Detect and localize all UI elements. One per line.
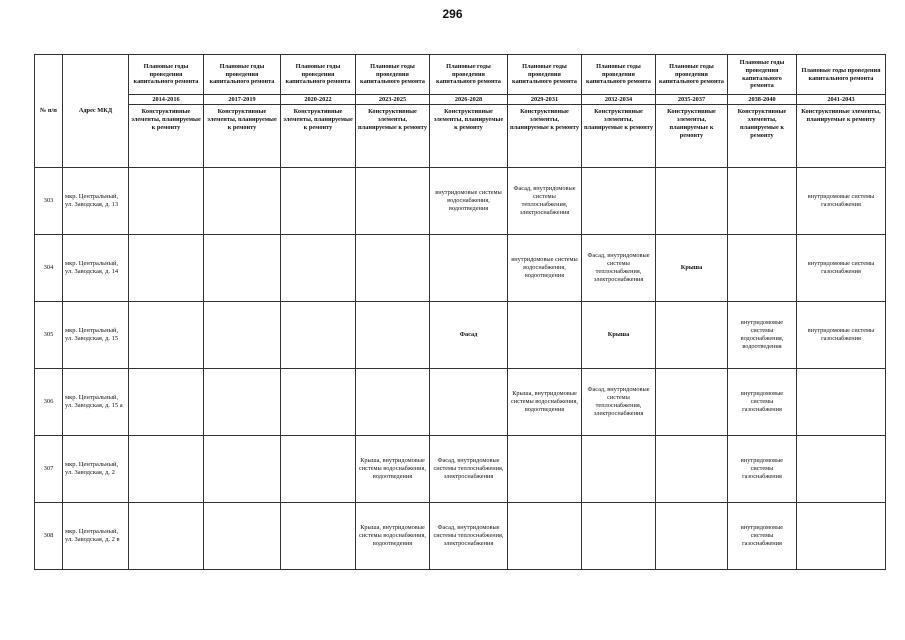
period-years: 2020-2022 bbox=[281, 95, 356, 105]
period-subtitle: Конструктивные элементы, планируемые к ремонту bbox=[430, 105, 508, 168]
period-years: 2017-2019 bbox=[204, 95, 281, 105]
repair-cell bbox=[797, 369, 886, 436]
period-years: 2029-2031 bbox=[508, 95, 582, 105]
repair-cell: Фасад, внутридомовые системы теплоснабжения, электроснабжения bbox=[582, 369, 656, 436]
repair-cell: внутридомовые системы газоснабжения bbox=[728, 503, 797, 570]
repair-cell: Крыша, внутридомовые системы водоснабжения, водоотведения bbox=[508, 369, 582, 436]
row-address: мкр. Центральный, ул. Заводская, д. 2 в bbox=[63, 503, 129, 570]
period-subtitle: Конструктивные элементы, планируемые к ремонту bbox=[582, 105, 656, 168]
repair-cell: Фасад, внутридомовые системы теплоснабжения, электроснабжения bbox=[582, 235, 656, 302]
repair-cell bbox=[129, 235, 204, 302]
header-num: № п/п bbox=[35, 55, 63, 168]
repair-cell bbox=[508, 302, 582, 369]
repair-cell bbox=[129, 369, 204, 436]
period-subtitle: Конструктивные элементы, планируемые к ремонту bbox=[129, 105, 204, 168]
repair-cell bbox=[356, 235, 430, 302]
period-years: 2041-2043 bbox=[797, 95, 886, 105]
repair-cell bbox=[204, 503, 281, 570]
row-number: 304 bbox=[35, 235, 63, 302]
repair-cell bbox=[356, 168, 430, 235]
period-title: Плановые годы проведения капитального ремонта bbox=[582, 55, 656, 95]
repair-cell: внутридомовые системы водоснабжения, водоотведения bbox=[430, 168, 508, 235]
period-subtitle: Конструктивные элементы, планируемые к ремонту bbox=[656, 105, 728, 168]
repair-cell bbox=[281, 436, 356, 503]
repair-cell bbox=[281, 302, 356, 369]
repair-cell bbox=[129, 503, 204, 570]
repair-cell: внутридомовые системы водоснабжения, водоотведения bbox=[508, 235, 582, 302]
repair-cell bbox=[430, 369, 508, 436]
period-title: Плановые годы проведения капитального ремонта bbox=[204, 55, 281, 95]
repair-cell bbox=[797, 436, 886, 503]
repair-cell: Крыша bbox=[582, 302, 656, 369]
repair-cell bbox=[281, 369, 356, 436]
period-years: 2014-2016 bbox=[129, 95, 204, 105]
repair-cell: Крыша, внутридомовые системы водоснабжения, водоотведения bbox=[356, 436, 430, 503]
period-title: Плановые годы проведения капитального ремонта bbox=[281, 55, 356, 95]
period-years: 2038-2040 bbox=[728, 95, 797, 105]
period-title: Плановые годы проведения капитального ремонта bbox=[797, 55, 886, 95]
repair-cell: Крыша, внутридомовые системы водоснабжения, водоотведения bbox=[356, 503, 430, 570]
repair-cell bbox=[430, 235, 508, 302]
period-subtitle: Конструктивные элементы, планируемые к ремонту bbox=[356, 105, 430, 168]
period-title: Плановые годы проведения капитального ремонта bbox=[430, 55, 508, 95]
repair-cell bbox=[582, 436, 656, 503]
table-row bbox=[35, 302, 886, 369]
repair-cell bbox=[204, 436, 281, 503]
repair-cell bbox=[129, 168, 204, 235]
repair-cell: внутридомовые системы газоснабжения bbox=[797, 302, 886, 369]
repair-cell: Фасад, внутридомовые системы теплоснабжения, электроснабжения bbox=[430, 436, 508, 503]
repair-cell bbox=[129, 436, 204, 503]
repair-cell: Фасад, внутридомовые системы теплоснабжения, электроснабжения bbox=[508, 168, 582, 235]
period-subtitle: Конструктивные элементы, планируемые к ремонту bbox=[204, 105, 281, 168]
table-row bbox=[35, 436, 886, 503]
repair-cell bbox=[204, 369, 281, 436]
page-number: 296 bbox=[442, 7, 463, 21]
period-title: Плановые годы проведения капитального ремонта bbox=[129, 55, 204, 95]
period-subtitle: Конструктивные элементы, планируемые к ремонту bbox=[797, 105, 886, 168]
repair-cell: внутридомовые системы газоснабжения bbox=[728, 436, 797, 503]
period-title: Плановые годы проведения капитального ремонта bbox=[728, 55, 797, 95]
repair-cell bbox=[797, 503, 886, 570]
header-address: Адрес МКД bbox=[63, 55, 129, 168]
row-address: мкр. Центральный, ул. Заводская, д. 2 bbox=[63, 436, 129, 503]
repair-cell bbox=[656, 436, 728, 503]
repair-cell bbox=[356, 369, 430, 436]
row-number: 308 bbox=[35, 503, 63, 570]
period-subtitle: Конструктивные элементы, планируемые к ремонту bbox=[281, 105, 356, 168]
repair-cell: Крыша bbox=[656, 235, 728, 302]
row-number: 306 bbox=[35, 369, 63, 436]
repair-cell bbox=[582, 503, 656, 570]
repair-cell bbox=[281, 168, 356, 235]
repair-cell bbox=[582, 168, 656, 235]
repair-cell bbox=[204, 302, 281, 369]
repair-cell bbox=[656, 302, 728, 369]
repair-cell bbox=[281, 235, 356, 302]
repair-cell bbox=[508, 503, 582, 570]
repair-cell bbox=[129, 302, 204, 369]
repair-cell bbox=[356, 302, 430, 369]
repair-cell bbox=[656, 369, 728, 436]
repair-cell bbox=[281, 503, 356, 570]
repair-cell bbox=[728, 168, 797, 235]
repair-cell bbox=[728, 235, 797, 302]
repair-cell: внутридомовые системы газоснабжения bbox=[728, 369, 797, 436]
table-row bbox=[35, 369, 886, 436]
repair-schedule-table bbox=[34, 54, 886, 570]
row-address: мкр. Центральный, ул. Заводская, д. 14 bbox=[63, 235, 129, 302]
row-number: 305 bbox=[35, 302, 63, 369]
table-row bbox=[35, 168, 886, 235]
table-row bbox=[35, 235, 886, 302]
row-number: 307 bbox=[35, 436, 63, 503]
repair-cell bbox=[656, 168, 728, 235]
period-subtitle: Конструктивные элементы, планируемые к ремонту bbox=[728, 105, 797, 168]
period-title: Плановые годы проведения капитального ремонта bbox=[356, 55, 430, 95]
repair-cell bbox=[204, 168, 281, 235]
repair-cell bbox=[656, 503, 728, 570]
period-years: 2026-2028 bbox=[430, 95, 508, 105]
period-title: Плановые годы проведения капитального ремонта bbox=[508, 55, 582, 95]
repair-cell bbox=[204, 235, 281, 302]
period-subtitle: Конструктивные элементы, планируемые к ремонту bbox=[508, 105, 582, 168]
repair-cell: внутридомовые системы газоснабжения bbox=[797, 168, 886, 235]
repair-cell: Фасад bbox=[430, 302, 508, 369]
table-row bbox=[35, 503, 886, 570]
repair-cell: внутридомовые системы водоснабжения, водоотведения bbox=[728, 302, 797, 369]
repair-cell bbox=[508, 436, 582, 503]
row-address: мкр. Центральный, ул. Заводская, д. 15 а bbox=[63, 369, 129, 436]
period-title: Плановые годы проведения капитального ремонта bbox=[656, 55, 728, 95]
row-address: мкр. Центральный, ул. Заводская, д. 15 bbox=[63, 302, 129, 369]
repair-cell: внутридомовые системы газоснабжения bbox=[797, 235, 886, 302]
period-years: 2023-2025 bbox=[356, 95, 430, 105]
row-number: 303 bbox=[35, 168, 63, 235]
period-years: 2035-2037 bbox=[656, 95, 728, 105]
repair-cell: Фасад, внутридомовые системы теплоснабжения, электроснабжения bbox=[430, 503, 508, 570]
row-address: мкр. Центральный, ул. Заводская, д. 13 bbox=[63, 168, 129, 235]
period-years: 2032-2034 bbox=[582, 95, 656, 105]
